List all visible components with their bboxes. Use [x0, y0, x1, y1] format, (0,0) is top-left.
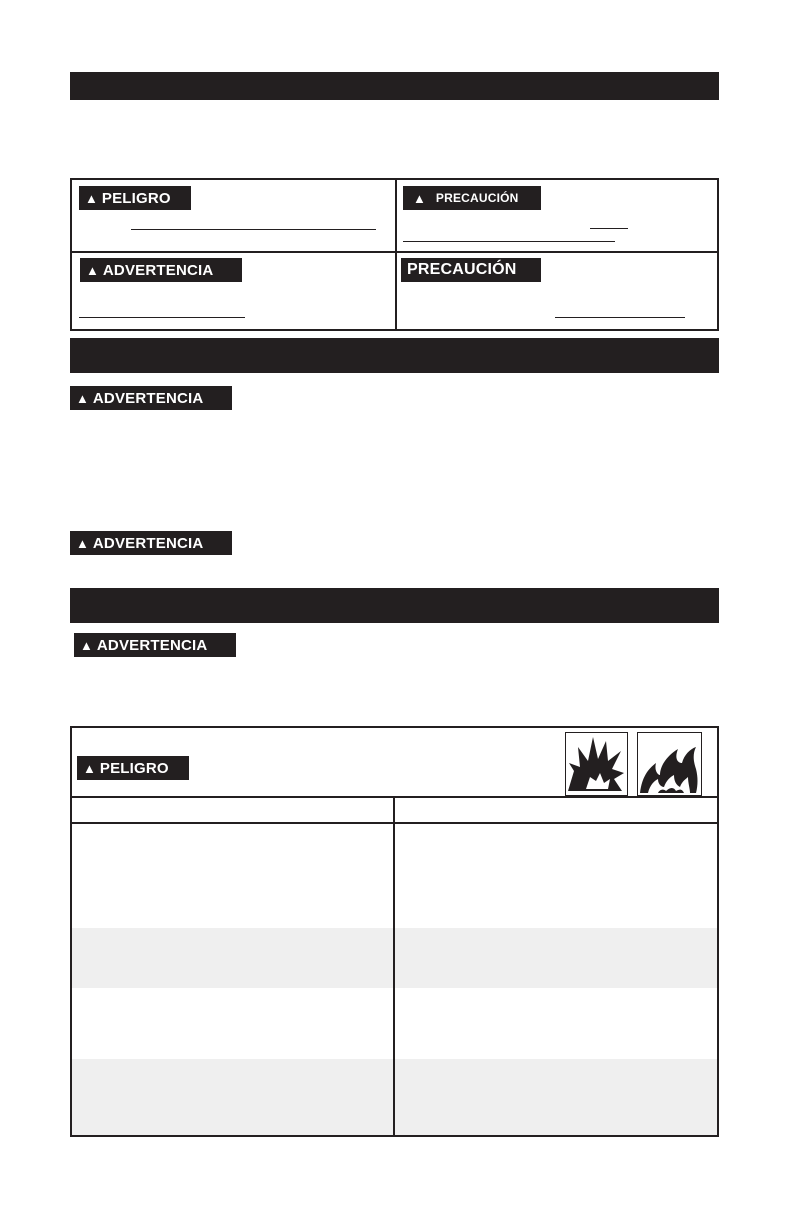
warning-triangle-icon: ▲ [76, 535, 89, 551]
warning-triangle-icon: ▲ [80, 637, 93, 653]
warning-triangle-icon: ▲ [413, 190, 426, 206]
section-header-bar-3 [70, 588, 719, 623]
advertencia-badge-definition [80, 258, 242, 282]
signal-box-divider-horizontal [70, 251, 719, 253]
advertencia-label: ADVERTENCIA [102, 261, 214, 279]
peligro-badge-table [77, 756, 189, 780]
advertencia-badge-1 [70, 386, 232, 410]
warning-triangle-icon: ▲ [85, 190, 98, 206]
peligro-badge-definition [79, 186, 191, 210]
precaucion-label: PRECAUCIÓN [407, 261, 517, 278]
table-row-shade-2-left [72, 928, 393, 988]
advertencia-label: ADVERTENCIA [92, 389, 204, 407]
advertencia-label: ADVERTENCIA [92, 534, 204, 552]
advertencia-label: ADVERTENCIA [96, 636, 208, 654]
section-header-bar-2 [70, 338, 719, 373]
peligro-label: PELIGRO [101, 189, 171, 207]
warning-triangle-icon: ▲ [83, 760, 96, 776]
precaucion-badge-definition [401, 258, 541, 282]
table-row-shade-4-right [395, 1059, 717, 1135]
table-row-shade-2-right [395, 928, 717, 988]
warning-triangle-icon: ▲ [86, 262, 99, 278]
underline-peligro [131, 229, 376, 230]
explosion-hazard-icon [565, 732, 628, 796]
underline-precaucion-alert-1 [590, 228, 628, 229]
peligro-label: PELIGRO [99, 759, 169, 777]
advertencia-badge-2 [70, 531, 232, 555]
section-header-bar-1 [70, 72, 719, 100]
precaucion-alert-label: PRECAUCIÓN [435, 191, 519, 205]
warning-triangle-icon: ▲ [76, 390, 89, 406]
underline-precaucion [555, 317, 685, 318]
fire-hazard-icon [637, 732, 702, 796]
table-row-shade-4-left [72, 1059, 393, 1135]
signal-box-divider-vertical [395, 178, 397, 331]
underline-precaucion-alert-2 [403, 241, 615, 242]
precaucion-alert-badge-definition [403, 186, 541, 210]
underline-advertencia [79, 317, 245, 318]
advertencia-badge-3 [74, 633, 236, 657]
